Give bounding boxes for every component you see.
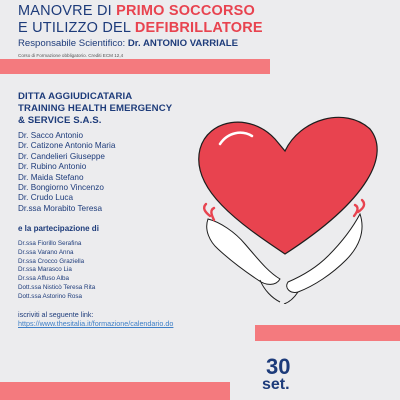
title-line-1-bold: PRIMO SOCCORSO xyxy=(116,3,256,19)
doctor-item: Dr. Rubino Antonio xyxy=(18,162,87,172)
participant-item: Dr.ssa Fiorillo Serafina xyxy=(18,240,82,247)
participant-list xyxy=(18,240,95,302)
title-line-1 xyxy=(18,4,255,19)
doctor-item: Dr. Sacco Antonio xyxy=(18,131,84,140)
doctor-item: Dr. Crudo Luca xyxy=(18,193,74,203)
decorative-band-top xyxy=(0,59,270,74)
title-line-2 xyxy=(18,21,263,36)
scientific-director xyxy=(18,38,238,49)
doctor-item: Dr. Catizone Antonio Maria xyxy=(18,141,116,151)
participant-item: Dr.ssa Varano Anna xyxy=(18,248,74,256)
scientific-director-name: Dr. ANTONIO VARRIALE xyxy=(127,38,239,49)
doctor-list xyxy=(18,131,115,214)
right-wrist xyxy=(284,292,298,304)
course-note: Corso di Formazione obbligatorio. Crediti ECM 12,4 xyxy=(18,53,124,58)
signup-text: iscriviti al seguente link: xyxy=(18,310,94,319)
doctor-item: Dr.ssa Morabito Teresa xyxy=(18,203,103,213)
participant-item: Dr.ssa Marasco Lia xyxy=(18,266,72,274)
event-month: set. xyxy=(262,376,290,393)
event-day: 30 xyxy=(266,354,291,379)
doctor-item: Dr. Candelieri Giuseppe xyxy=(18,151,105,161)
contractor-line: DITTA AGGIUDICATARIA xyxy=(18,91,133,102)
scientific-director-label: Responsabile Scientifico: xyxy=(18,38,128,49)
decorative-band-right xyxy=(255,325,400,341)
contractor-line: & SERVICE S.A.S. xyxy=(18,115,102,126)
contractor-line: TRAINING HEALTH EMERGENCY xyxy=(18,103,173,114)
doctor-item: Dr. Maida Stefano xyxy=(18,172,84,182)
title-line-2-plain: E UTILIZZO DEL xyxy=(18,20,135,36)
participant-item: Dr.ssa Affuso Alba xyxy=(18,275,69,283)
participant-item: Dott.ssa Astorino Rosa xyxy=(18,292,83,300)
participation-heading: e la partecipazione di xyxy=(18,224,99,233)
right-fingers xyxy=(354,200,364,216)
signup-link[interactable]: https://www.thesitalia.it/formazione/calendario.do xyxy=(18,319,174,328)
title-line-2-bold: DEFIBRILLATORE xyxy=(134,20,263,36)
doctor-item: Dr. Bongiorno Vincenzo xyxy=(18,183,104,193)
title-line-1-plain: MANOVRE DI xyxy=(18,3,117,19)
participant-item: Dr.ssa Crocco Graziella xyxy=(18,257,85,265)
participant-item: Dott.ssa Nisticò Teresa Rita xyxy=(18,283,96,291)
contractor-block xyxy=(18,91,172,127)
left-fingers xyxy=(204,204,214,220)
heart-in-hands-illustration xyxy=(180,104,390,304)
decorative-band-bottom xyxy=(0,382,230,400)
